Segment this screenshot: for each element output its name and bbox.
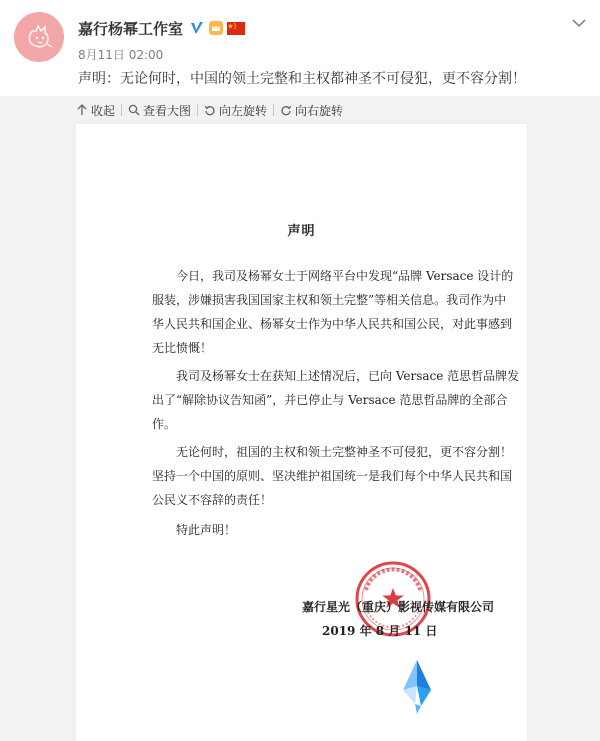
rotate-left-button[interactable] xyxy=(204,102,267,119)
verified-v-icon xyxy=(189,20,205,36)
toolbar-divider xyxy=(121,104,122,116)
document-title: 声明 xyxy=(287,224,316,239)
avatar[interactable] xyxy=(14,12,64,62)
cat-doodle-icon xyxy=(14,12,64,62)
rotate-left-label: 向左旋转 xyxy=(219,103,268,118)
toolbar-divider xyxy=(197,104,198,116)
signature-date: 2019 年 8 月 11 日 xyxy=(322,624,438,638)
company-signature: 嘉行星光（重庆）影视传媒有限公司 xyxy=(302,600,495,614)
blue-crystal-logo-icon xyxy=(401,660,433,714)
arrow-up-icon xyxy=(76,104,88,116)
paragraph-line: 出了“解除协议告知函”，并已停止与 Versace 范思哲品牌的全部合 xyxy=(152,393,508,407)
paragraph-line: 我司及杨幂女士在获知上述情况后，已向 Versace 范思哲品牌发 xyxy=(176,369,520,383)
toolbar-divider xyxy=(273,104,274,116)
rotate-right-icon xyxy=(280,104,292,116)
image-viewer xyxy=(0,124,600,741)
rotate-right-label: 向右旋转 xyxy=(295,103,344,118)
china-flag-icon xyxy=(227,22,245,35)
paragraph-line: 今日，我司及杨幂女士于网络平台中发现“品牌 Versace 设计的 xyxy=(176,269,514,283)
paragraph-line: 无比愤慨！ xyxy=(152,341,213,355)
paragraph-line: 服装，涉嫌损害我国国家主权和领土完整”等相关信息。我司作为中 xyxy=(152,293,507,307)
post-header xyxy=(0,0,600,96)
rotate-right-button[interactable] xyxy=(280,102,343,119)
collapse-button[interactable] xyxy=(76,102,115,119)
statement-document-image[interactable] xyxy=(76,124,527,741)
crown-badge-icon xyxy=(208,20,224,36)
paragraph-line: 坚持一个中国的原则、坚决维护祖国统一是我们每个中华人民共和国 xyxy=(152,469,513,483)
post-text: 声明：无论何时，中国的领土完整和主权都神圣不可侵犯，更不容分割！ xyxy=(78,71,526,87)
image-toolbar xyxy=(0,96,600,124)
view-large-button[interactable] xyxy=(128,102,191,119)
paragraph-line: 华人民共和国企业、杨幂女士作为中华人民共和国公民，对此事感到 xyxy=(152,317,513,331)
closing-line: 特此声明！ xyxy=(176,523,237,537)
view-large-label: 查看大图 xyxy=(143,103,192,118)
paragraph-line: 公民义不容辞的责任！ xyxy=(152,493,273,507)
paragraph-line: 作。 xyxy=(152,417,177,431)
magnifier-icon xyxy=(128,104,140,116)
collapse-label: 收起 xyxy=(91,103,116,118)
post-timestamp[interactable]: 8月11日 02:00 xyxy=(78,48,164,62)
chevron-down-icon[interactable] xyxy=(572,18,586,28)
paragraph-1 xyxy=(152,264,514,360)
paragraph-3 xyxy=(152,440,513,512)
rotate-left-icon xyxy=(204,104,216,116)
paragraph-2 xyxy=(152,364,520,436)
username[interactable]: 嘉行杨幂工作室 xyxy=(78,19,184,38)
paragraph-line: 无论何时，祖国的主权和领土完整神圣不可侵犯，更不容分割！ xyxy=(176,445,513,459)
